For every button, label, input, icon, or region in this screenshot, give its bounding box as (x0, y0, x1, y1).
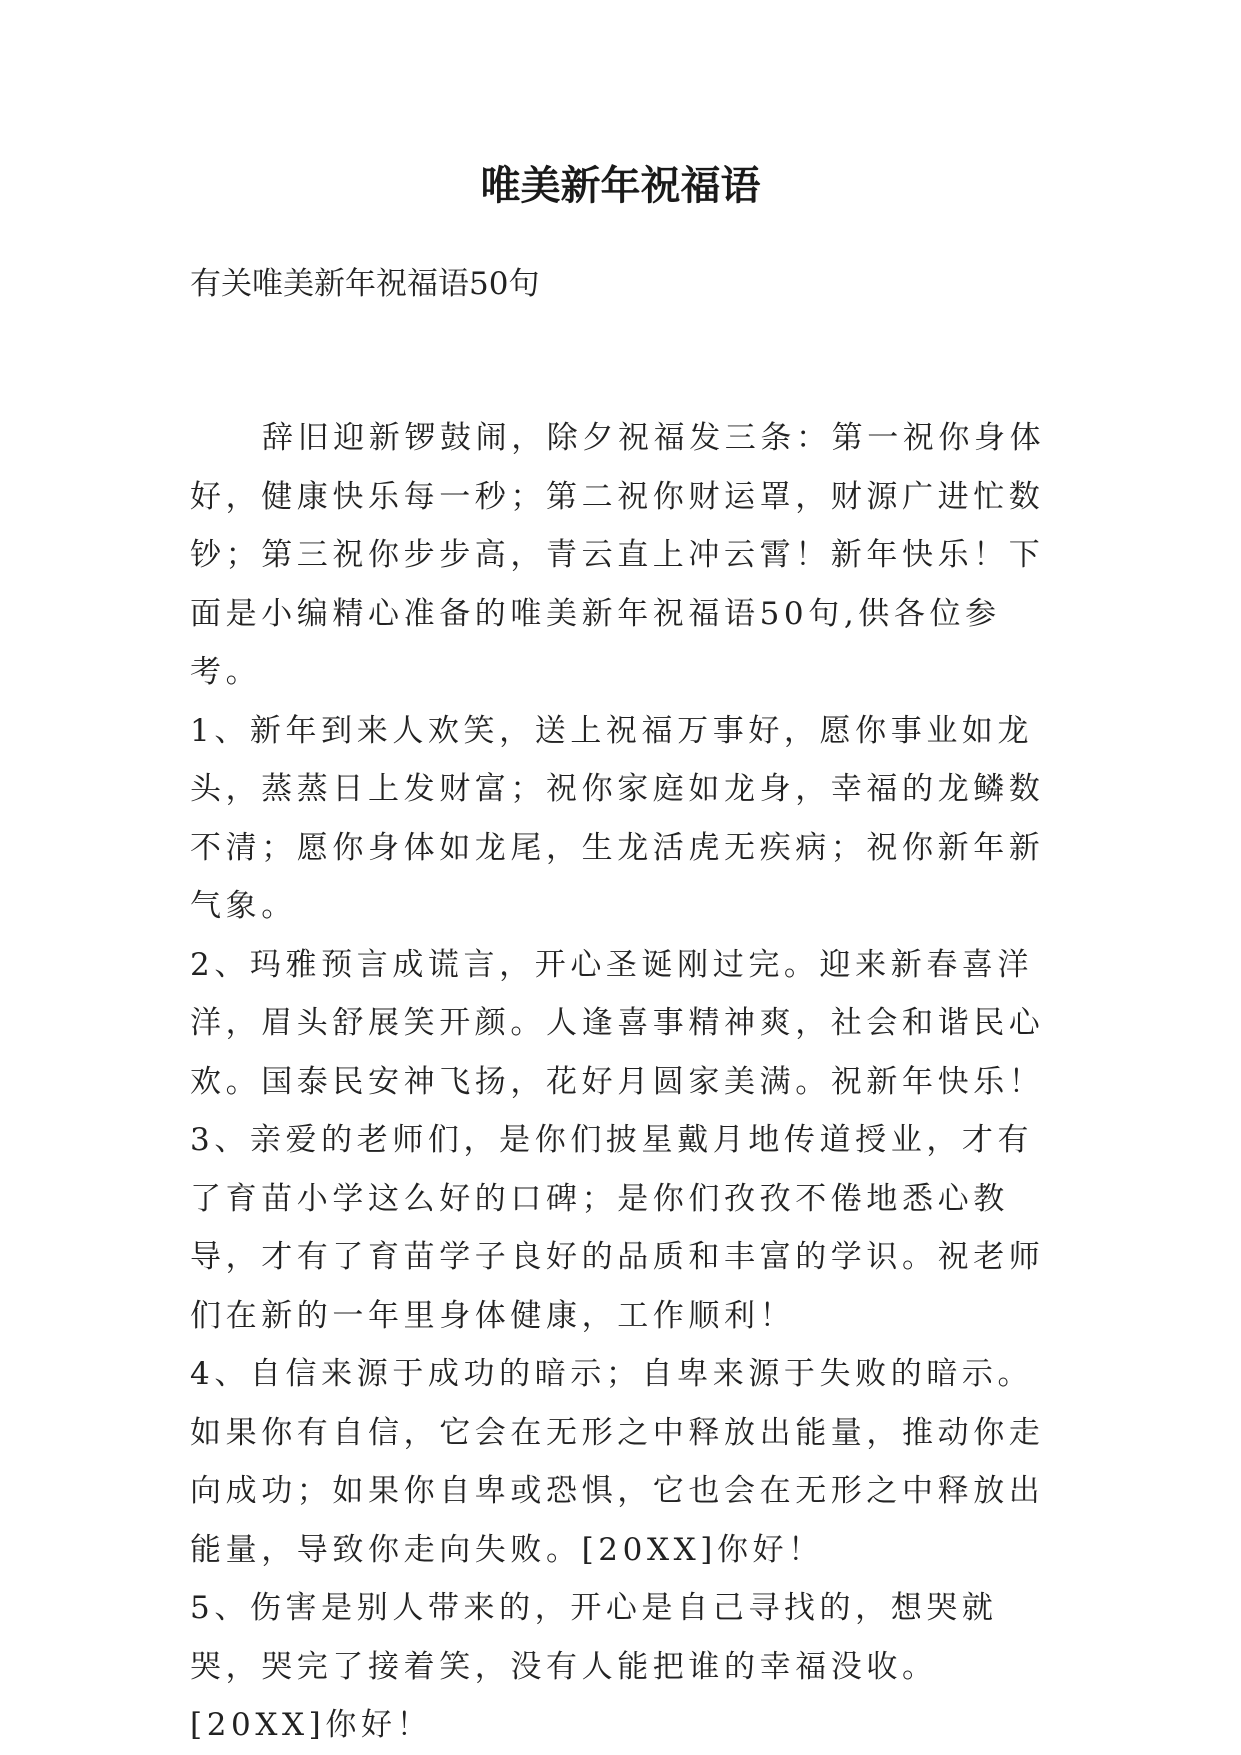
greeting-item-5: 5、伤害是别人带来的，开心是自己寻找的，想哭就哭，哭完了接着笑，没有人能把谁的幸福没收。[20XX]你好！ (190, 1590, 998, 1743)
intro-paragraph: 辞旧迎新锣鼓闹，除夕祝福发三条：第一祝你身体好，健康快乐每一秒；第二祝你财运罩，财源广进忙数钞；第三祝你步步高，青云直上冲云霄！新年快乐！下面是小编精心准备的唯美新年祝福语50句,供各位参考。 (190, 420, 1046, 690)
greeting-item-3: 3、亲爱的老师们，是你们披星戴月地传道授业，才有了育苗小学这么好的口碑；是你们孜孜不倦地悉心教导，才有了育苗学子良好的品质和丰富的学识。祝老师们在新的一年里身体健康，工作顺利！ (190, 1122, 1045, 1334)
greeting-item-4: 4、自信来源于成功的暗示；自卑来源于失败的暗示。如果你有自信，它会在无形之中释放出能量，推动你走向成功；如果你自卑或恐惧，它也会在无形之中释放出能量，导致你走向失败。[20XX]你好！ (190, 1356, 1045, 1568)
page-title: 唯美新年祝福语 (480, 162, 761, 209)
document-body (190, 409, 1066, 1755)
greeting-item-1: 1、新年到来人欢笑，送上祝福万事好，愿你事业如龙头，蒸蒸日上发财富；祝你家庭如龙身，幸福的龙鳞数不清；愿你身体如龙尾，生龙活虎无疾病；祝你新年新气象。 (190, 712, 1045, 924)
greeting-item-2: 2、玛雅预言成谎言，开心圣诞刚过完。迎来新春喜洋洋，眉头舒展笑开颜。人逢喜事精神爽，社会和谐民心欢。国泰民安神飞扬，花好月圆家美满。祝新年快乐！ (190, 946, 1045, 1100)
document-subtitle: 有关唯美新年祝福语50句 (190, 266, 540, 302)
